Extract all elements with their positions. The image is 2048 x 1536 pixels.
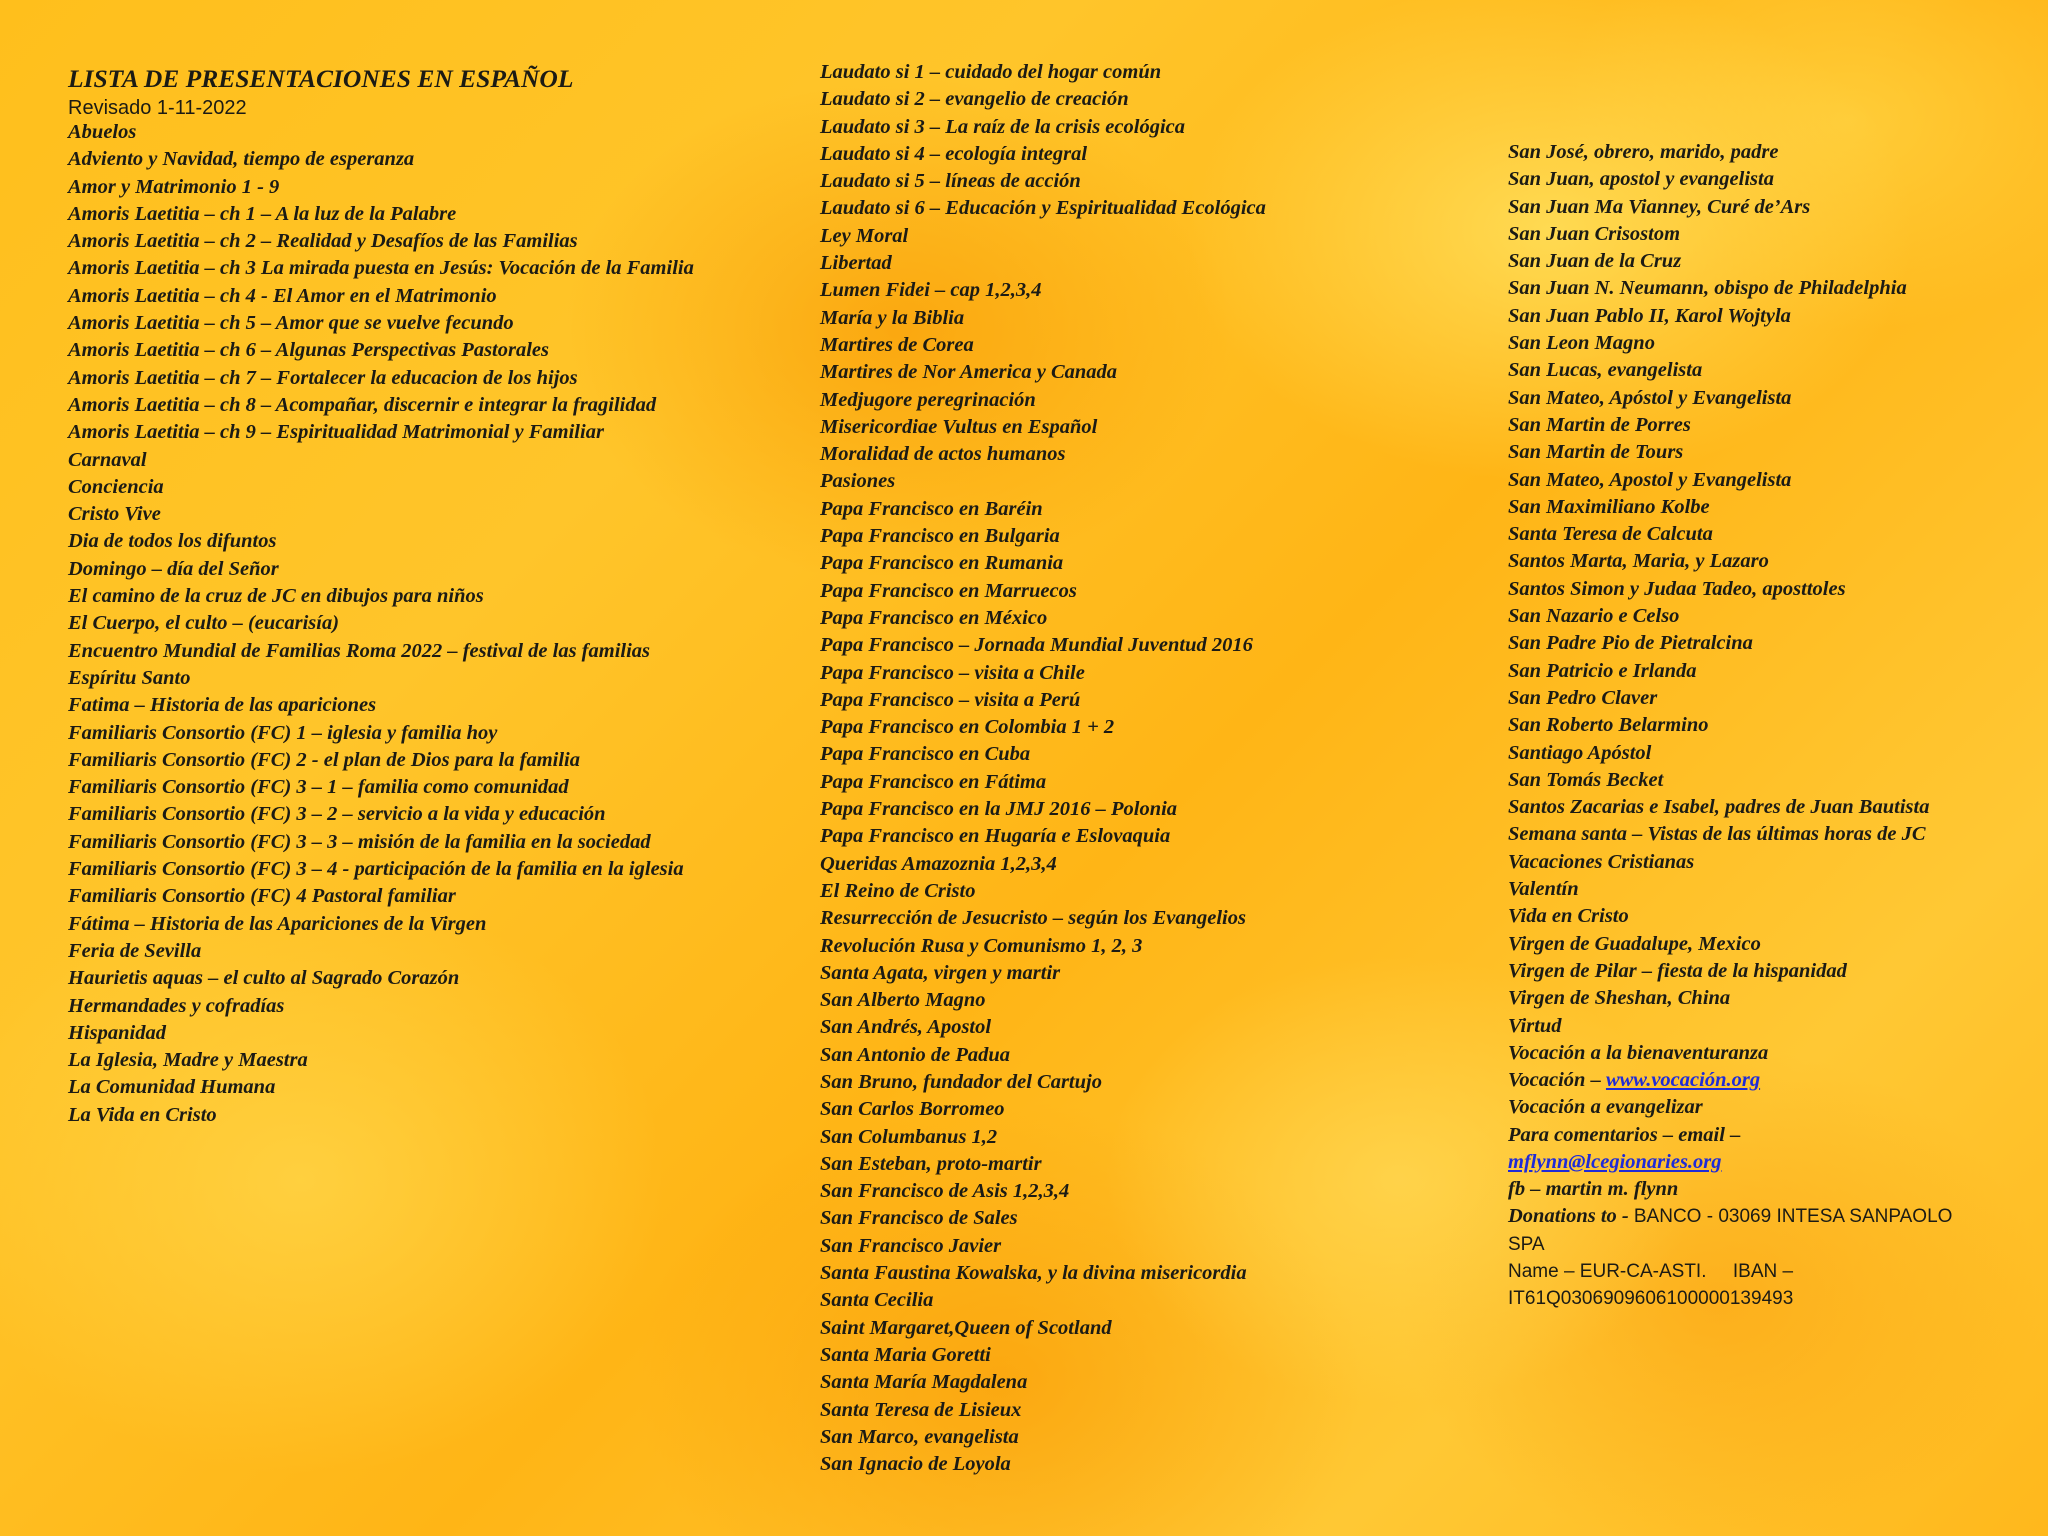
presentation-item: Ley Moral: [820, 224, 909, 247]
presentation-item: San Bruno, fundador del Cartujo: [820, 1070, 1102, 1093]
presentation-item: Familiaris Consortio (FC) 3 – 4 - participación de la familia en la iglesia: [68, 858, 684, 881]
presentation-item: Papa Francisco en Bulgaria: [820, 525, 1060, 548]
presentation-item: Papa Francisco – Jornada Mundial Juventud 2016: [820, 634, 1253, 657]
presentation-item: Conciencia: [68, 475, 164, 498]
presentation-item: Familiaris Consortio (FC) 1 – iglesia y familia hoy: [68, 721, 498, 744]
presentation-item: San Lucas, evangelista: [1508, 359, 1703, 382]
presentation-item: Santos Simon y Judaa Tadeo, aposttoles: [1508, 577, 1846, 600]
presentation-item: Amoris Laetitia – ch 6 – Algunas Perspectivas Pastorales: [68, 339, 549, 362]
page-title: LISTA DE PRESENTACIONES EN ESPAÑOL: [68, 64, 574, 93]
presentation-item: Santa Maria Goretti: [820, 1343, 991, 1366]
revision-date: Revisado 1-11-2022: [68, 97, 247, 119]
donations-line: [1508, 1203, 2028, 1230]
presentation-item: Hermandades y cofradías: [68, 994, 285, 1017]
presentation-item: Papa Francisco en la JMJ 2016 – Polonia: [820, 798, 1178, 821]
presentation-item: Vocación a la bienaventuranza: [1508, 1041, 1769, 1064]
presentation-item: Encuentro Mundial de Familias Roma 2022 – festival de las familias: [68, 639, 651, 662]
presentation-item: San Juan N. Neumann, obispo de Philadelphia: [1508, 277, 1907, 300]
presentation-item: El Cuerpo, el culto – (eucarisía): [68, 612, 340, 635]
presentation-item: Haurietis aquas – el culto al Sagrado Corazón: [68, 967, 460, 990]
presentation-item: Papa Francisco en Hugaría e Eslovaquia: [820, 825, 1171, 848]
presentation-item: La Iglesia, Madre y Maestra: [68, 1049, 308, 1072]
presentation-item: María y la Biblia: [820, 306, 965, 329]
presentation-item: San Juan de la Cruz: [1508, 250, 1682, 273]
vocacion-evangelizar-item: Vocación a evangelizar: [1508, 1096, 1703, 1119]
presentation-item: Lumen Fidei – cap 1,2,3,4: [820, 279, 1042, 302]
presentation-item: San José, obrero, marido, padre: [1508, 141, 1779, 163]
presentation-item: San Juan Crisostom: [1508, 222, 1681, 245]
bank-name-continued: SPA: [1508, 1233, 1545, 1255]
presentation-item: San Martin de Tours: [1508, 441, 1684, 464]
presentation-item: Santiago Apóstol: [1508, 741, 1652, 764]
presentation-list-column-2: [820, 59, 1360, 1478]
presentation-item: San Alberto Magno: [820, 989, 986, 1012]
presentation-item: Papa Francisco en Cuba: [820, 743, 1031, 766]
presentation-item: Valentín: [1508, 878, 1579, 901]
presentation-list-column-1: [68, 119, 768, 1129]
presentation-item: Amoris Laetitia – ch 8 – Acompañar, discernir e integrar la fragilidad: [68, 393, 657, 416]
presentation-item: La Vida en Cristo: [68, 1103, 217, 1126]
presentation-item: Saint Margaret,Queen of Scotland: [820, 1316, 1112, 1339]
presentation-item: Queridas Amazoznia 1,2,3,4: [820, 852, 1057, 875]
presentation-item: El camino de la cruz de JC en dibujos para niños: [68, 585, 484, 608]
vocacion-item: [1508, 1067, 2028, 1094]
presentation-item: Santa Faustina Kowalska, y la divina misericordia: [820, 1262, 1247, 1285]
presentation-item: Cristo Vive: [68, 503, 161, 526]
presentation-item: Dia de todos los difuntos: [68, 530, 277, 553]
presentation-item: Semana santa – Vistas de las últimas horas de JC: [1508, 823, 1926, 846]
presentation-item: Resurrección de Jesucristo – según los Evangelios: [820, 907, 1246, 930]
presentation-item: Amoris Laetitia – ch 9 – Espiritualidad Matrimonial y Familiar: [68, 421, 604, 444]
presentation-item: Virtud: [1508, 1014, 1562, 1037]
presentation-item: Santa Teresa de Calcuta: [1508, 523, 1713, 546]
presentation-item: Papa Francisco – visita a Perú: [820, 688, 1081, 711]
presentation-item: Martires de Corea: [820, 333, 974, 356]
presentation-item: San Columbanus 1,2: [820, 1125, 998, 1148]
presentation-item: San Juan Ma Vianney, Curé de’Ars: [1508, 195, 1811, 218]
comments-label: Para comentarios – email –: [1508, 1123, 1741, 1146]
presentation-item: San Maximiliano Kolbe: [1508, 495, 1710, 518]
contact-block: [1508, 1067, 2028, 1313]
contact-email-link[interactable]: mflynn@lcegionaries.org: [1508, 1150, 1722, 1173]
presentation-item: San Nazario e Celso: [1508, 605, 1680, 628]
presentation-item: Santa Cecilia: [820, 1289, 934, 1312]
account-name: Name – EUR-CA-ASTI. IBAN –: [1508, 1261, 1794, 1283]
presentation-item: Familiaris Consortio (FC) 4 Pastoral familiar: [68, 885, 456, 908]
presentation-item: Martires de Nor America y Canada: [820, 361, 1118, 384]
presentation-item: San Pedro Claver: [1508, 686, 1658, 709]
presentation-item: Papa Francisco en Colombia 1 + 2: [820, 716, 1115, 739]
presentation-item: Amoris Laetitia – ch 1 – A la luz de la Palabre: [68, 202, 457, 225]
presentation-item: Amoris Laetitia – ch 2 – Realidad y Desafíos de las Familias: [68, 230, 578, 253]
iban-number: IT61Q0306909606100000139493: [1508, 1288, 1794, 1310]
presentation-item: Papa Francisco en Baréin: [820, 497, 1043, 520]
presentation-item: Papa Francisco en Fátima: [820, 770, 1047, 793]
presentation-item: Papa Francisco en México: [820, 606, 1048, 629]
presentation-item: Espíritu Santo: [68, 666, 191, 689]
presentation-item: Feria de Sevilla: [68, 939, 202, 962]
presentation-item: San Antonio de Padua: [820, 1043, 1011, 1066]
presentation-item: San Carlos Borromeo: [820, 1098, 1005, 1121]
presentation-item: Familiaris Consortio (FC) 3 – 1 – familia como comunidad: [68, 776, 569, 799]
presentation-item: Laudato si 5 – líneas de acción: [820, 170, 1081, 193]
presentation-item: Papa Francisco – visita a Chile: [820, 661, 1085, 684]
presentation-item: Papa Francisco en Rumania: [820, 552, 1064, 575]
presentation-item: Santa María Magdalena: [820, 1371, 1028, 1394]
presentation-item: Amoris Laetitia – ch 5 – Amor que se vuelve fecundo: [68, 312, 514, 335]
presentation-item: Abuelos: [68, 121, 137, 143]
presentation-item: Moralidad de actos humanos: [820, 443, 1066, 466]
presentation-item: Santa Teresa de Lisieux: [820, 1398, 1022, 1421]
presentation-item: San Juan, apostol y evangelista: [1508, 168, 1774, 191]
presentation-item: Virgen de Pilar – fiesta de la hispanidad: [1508, 959, 1847, 982]
presentation-item: San Francisco Javier: [820, 1234, 1002, 1257]
presentation-item: San Mateo, Apostol y Evangelista: [1508, 468, 1792, 491]
presentation-item: Fatima – Historia de las apariciones: [68, 694, 377, 717]
bank-name: BANCO - 03069 INTESA SANPAOLO: [1633, 1206, 1953, 1228]
presentation-item: Laudato si 1 – cuidado del hogar común: [820, 61, 1162, 83]
presentation-item: Santa Agata, virgen y martir: [820, 961, 1061, 984]
presentation-item: San Francisco de Sales: [820, 1207, 1018, 1230]
presentation-item: San Leon Magno: [1508, 332, 1655, 355]
presentation-item: Carnaval: [68, 448, 147, 471]
presentation-item: San Padre Pio de Pietralcina: [1508, 632, 1753, 655]
presentation-item: Laudato si 4 – ecología integral: [820, 142, 1088, 165]
presentation-item: San Juan Pablo II, Karol Wojtyla: [1508, 304, 1791, 327]
presentation-item: Revolución Rusa y Comunismo 1, 2, 3: [820, 934, 1143, 957]
presentation-item: Adviento y Navidad, tiempo de esperanza: [68, 148, 415, 171]
presentation-item: El Reino de Cristo: [820, 879, 976, 902]
presentation-item: Laudato si 3 – La raíz de la crisis ecológica: [820, 115, 1185, 138]
presentation-item: Fátima – Historia de las Apariciones de la Virgen: [68, 912, 487, 935]
presentation-item: San Patricio e Irlanda: [1508, 659, 1697, 682]
presentation-item: San Andrés, Apostol: [820, 1016, 992, 1039]
presentation-item: San Tomás Becket: [1508, 768, 1664, 791]
presentation-item: Laudato si 2 – evangelio de creación: [820, 88, 1129, 111]
presentation-item: La Comunidad Humana: [68, 1076, 276, 1099]
presentation-item: Amoris Laetitia – ch 4 - El Amor en el Matrimonio: [68, 284, 497, 307]
presentation-item: Santos Zacarias e Isabel, padres de Juan Bautista: [1508, 796, 1930, 819]
presentation-item: Domingo – día del Señor: [68, 557, 279, 580]
presentation-item: San Esteban, proto-martir: [820, 1152, 1042, 1175]
presentation-item: Familiaris Consortio (FC) 3 – 3 – misión de la familia en la sociedad: [68, 830, 651, 853]
presentation-item: Laudato si 6 – Educación y Espiritualidad Ecológica: [820, 197, 1266, 220]
presentation-item: Virgen de Guadalupe, Mexico: [1508, 932, 1761, 955]
presentation-item: Libertad: [820, 252, 892, 275]
presentation-item: Familiaris Consortio (FC) 3 – 2 – servicio a la vida y educación: [68, 803, 606, 826]
vocacion-link[interactable]: www.vocación.org: [1605, 1069, 1761, 1091]
presentation-item: Santos Marta, Maria, y Lazaro: [1508, 550, 1769, 573]
presentation-list-column-3: [1508, 139, 2028, 1067]
presentation-item: San Francisco de Asis 1,2,3,4: [820, 1180, 1070, 1203]
presentation-item: Hispanidad: [68, 1021, 166, 1044]
presentation-item: Misericordiae Vultus en Español: [820, 415, 1098, 438]
facebook-contact: fb – martin m. flynn: [1508, 1178, 1679, 1201]
presentation-item: San Marco, evangelista: [820, 1425, 1019, 1448]
presentation-item: San Mateo, Apóstol y Evangelista: [1508, 386, 1792, 409]
presentation-item: Virgen de Sheshan, China: [1508, 987, 1731, 1010]
presentation-item: Familiaris Consortio (FC) 2 - el plan de Dios para la familia: [68, 748, 580, 771]
presentation-item: Amoris Laetitia – ch 7 – Fortalecer la educacion de los hijos: [68, 366, 578, 389]
presentation-item: Papa Francisco en Marruecos: [820, 579, 1077, 602]
vocacion-label: Vocación –: [1508, 1069, 1606, 1091]
presentation-item: Amor y Matrimonio 1 - 9: [68, 175, 280, 198]
presentation-item: Vacaciones Cristianas: [1508, 850, 1695, 873]
presentation-item: San Ignacio de Loyola: [820, 1453, 1011, 1476]
presentation-item: Amoris Laetitia – ch 3 La mirada puesta en Jesús: Vocación de la Familia: [68, 257, 694, 280]
presentation-item: San Martin de Porres: [1508, 413, 1691, 436]
donations-label: Donations to -: [1508, 1205, 1634, 1228]
presentation-item: Pasiones: [820, 470, 896, 493]
presentation-item: Vida en Cristo: [1508, 905, 1629, 928]
presentation-item: San Roberto Belarmino: [1508, 714, 1709, 737]
presentation-item: Medjugore peregrinación: [820, 388, 1036, 411]
